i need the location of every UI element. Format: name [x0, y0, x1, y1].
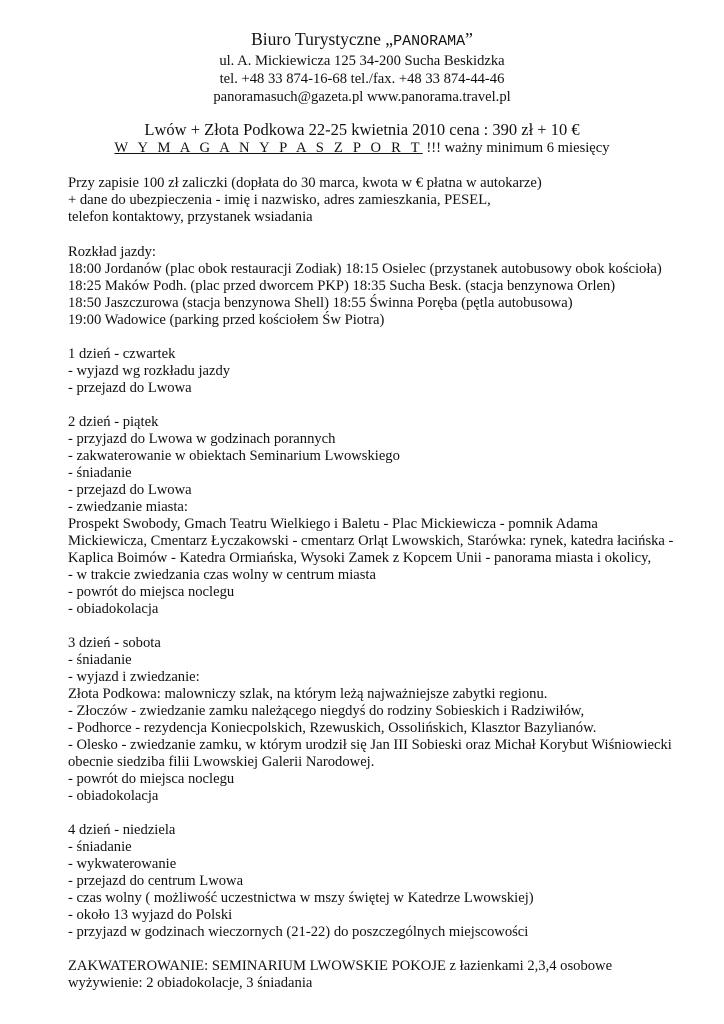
- passport-notice: [0, 140, 724, 157]
- passport-required-label: W Y M A G A N Y P A S Z P O R T: [114, 140, 423, 156]
- agency-title-suffix: ”: [465, 29, 473, 49]
- day3-item: - obiadokolacja: [68, 788, 159, 804]
- day4-heading: 4 dzień - niedziela: [68, 822, 176, 838]
- day2-item: - obiadokolacja: [68, 601, 159, 617]
- day2-heading: 2 dzień - piątek: [68, 414, 159, 430]
- day3-item: - śniadanie: [68, 652, 132, 668]
- day4-item: - przyjazd w godzinach wieczornych (21-22) do poszczególnych miejscowości: [68, 924, 529, 940]
- insurance-info-line: + dane do ubezpieczenia - imię i nazwisko, adres zamieszkania, PESEL,: [68, 192, 491, 208]
- agency-title: [0, 29, 724, 52]
- day3-item: - Olesko - zwiedzanie zamku, w którym urodził się Jan III Sobieski oraz Michał Korybut Wiśniowiecki: [68, 737, 672, 753]
- day3-text: obecnie siedziba filii Lwowskiej Galerii Narodowej.: [68, 754, 375, 770]
- day2-sightseeing-text: Prospekt Swobody, Gmach Teatru Wielkiego i Baletu - Plac Mickiewicza - pomnik Adama: [68, 516, 598, 532]
- schedule-heading: Rozkład jazdy:: [68, 244, 156, 260]
- schedule-line: 18:50 Jaszczurowa (stacja benzynowa Shell) 18:55 Świnna Poręba (pętla autobusowa): [68, 295, 573, 311]
- day2-item: - śniadanie: [68, 465, 132, 481]
- agency-name: PANORAMA: [393, 33, 466, 50]
- day4-item: - czas wolny ( możliwość uczestnictwa w mszy świętej w Katedrze Lwowskiej): [68, 890, 534, 906]
- schedule-line: 18:25 Maków Podh. (plac przed dworcem PKP) 18:35 Sucha Besk. (stacja benzynowa Orlen): [68, 278, 616, 294]
- day2-sightseeing-text: Mickiewicza, Cmentarz Łyczakowski - cmentarz Orląt Lwowskich, Starówka: rynek, katedra łacińska -: [68, 533, 674, 549]
- day1-heading: 1 dzień - czwartek: [68, 346, 176, 362]
- day4-item: - śniadanie: [68, 839, 132, 855]
- day4-item: - około 13 wyjazd do Polski: [68, 907, 233, 923]
- day3-item: - wyjazd i zwiedzanie:: [68, 669, 200, 685]
- day4-item: - wykwaterowanie: [68, 856, 177, 872]
- agency-web: panoramasuch@gazeta.pl www.panorama.travel.pl: [213, 89, 511, 105]
- passport-validity-note: !!! ważny minimum 6 miesięcy: [422, 140, 610, 156]
- day3-item: - powrót do miejsca noclegu: [68, 771, 235, 787]
- day1-item: - wyjazd wg rozkładu jazdy: [68, 363, 231, 379]
- agency-title-prefix: Biuro Turystyczne „: [251, 29, 394, 49]
- day2-item: - w trakcie zwiedzania czas wolny w centrum miasta: [68, 567, 376, 583]
- schedule-line: 19:00 Wadowice (parking przed kościołem Św Piotra): [68, 312, 385, 328]
- agency-address: ul. A. Mickiewicza 125 34-200 Sucha Beskidzka: [219, 53, 505, 69]
- day2-item: - przejazd do Lwowa: [68, 482, 192, 498]
- meals-line: wyżywienie: 2 obiadokolacje, 3 śniadania: [68, 975, 313, 991]
- day4-item: - przejazd do centrum Lwowa: [68, 873, 244, 889]
- schedule-line: 18:00 Jordanów (plac obok restauracji Zodiak) 18:15 Osielec (przystanek autobusowy obok kościoła): [68, 261, 662, 277]
- day3-heading: 3 dzień - sobota: [68, 635, 161, 651]
- day3-item: - Złoczów - zwiedzanie zamku należącego niegdyś do rodziny Sobieskich i Radziwiłów,: [68, 703, 585, 719]
- day2-item: - powrót do miejsca noclegu: [68, 584, 235, 600]
- day1-item: - przejazd do Lwowa: [68, 380, 192, 396]
- day3-text: Złota Podkowa: malowniczy szlak, na którym leżą najważniejsze zabytki regionu.: [68, 686, 548, 702]
- day2-item: - przyjazd do Lwowa w godzinach porannych: [68, 431, 336, 447]
- day2-sightseeing-text: Kaplica Boimów - Katedra Ormiańska, Wysoki Zamek z Kopcem Unii - panorama miasta i okolicy,: [68, 550, 652, 566]
- accommodation-line: ZAKWATEROWANIE: SEMINARIUM LWOWSKIE POKOJE z łazienkami 2,3,4 osobowe: [68, 958, 613, 974]
- day3-item: - Podhorce - rezydencja Koniecpolskich, Rzewuskich, Ossolińskich, Klasztor Bazylianów.: [68, 720, 597, 736]
- trip-heading: Lwów + Złota Podkowa 22-25 kwietnia 2010 cena : 390 zł + 10 €: [144, 120, 580, 139]
- agency-phones: tel. +48 33 874-16-68 tel./fax. +48 33 874-44-46: [219, 71, 505, 87]
- deposit-info-line: Przy zapisie 100 zł zaliczki (dopłata do 30 marca, kwota w € płatna w autokarze): [68, 175, 542, 191]
- day2-item: - zwiedzanie miasta:: [68, 499, 188, 515]
- day2-item: - zakwaterowanie w obiektach Seminarium Lwowskiego: [68, 448, 400, 464]
- contact-info-line: telefon kontaktowy, przystanek wsiadania: [68, 209, 313, 225]
